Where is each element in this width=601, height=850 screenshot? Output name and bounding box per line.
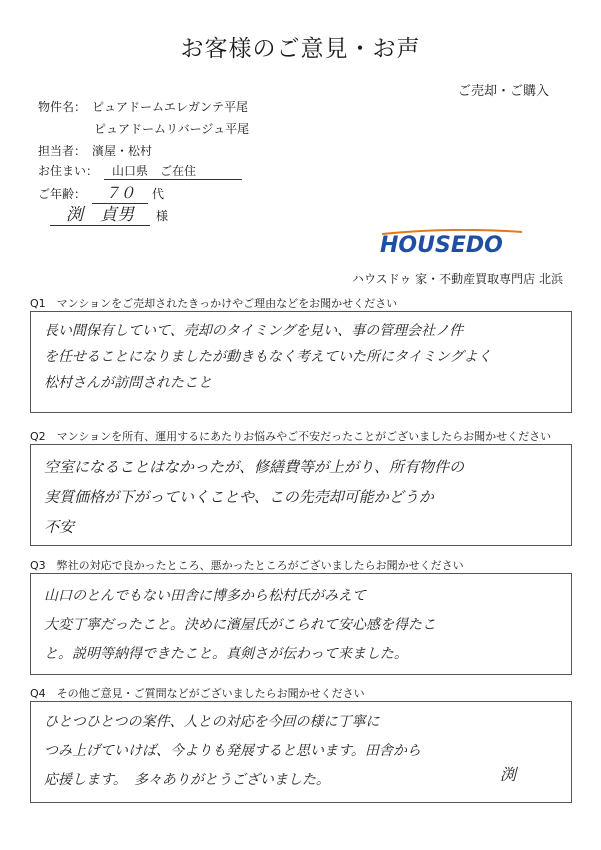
logo-text: HOUSEDO [380, 233, 503, 258]
q1-answer: 長い間保有していて、売却のタイミングを見い、事の管理会社ノ件 を任せることになりましたが動きもなく考えていた所にタイミングよく 松村さんが訪問されたこと [44, 323, 492, 391]
property-label: 物件名： [38, 100, 87, 114]
residence-label: お住まい： [38, 164, 99, 178]
property-row [38, 98, 248, 115]
logo-swoosh-icon [382, 229, 522, 235]
staff-value: 濱屋・松村 [92, 144, 153, 158]
page-subtitle: ご売却・ご購入 [457, 84, 549, 99]
residence-value: 山口県 ご在住 [104, 162, 242, 180]
age-suffix: 代 [152, 187, 165, 201]
q2-label: Q2 マンションを所有、運用するにあたりお悩みやご不安だったことがございましたらお聞かせください [30, 430, 552, 443]
q1-label: Q1 マンションをご売却されたきっかけやご理由などをお聞かせください [30, 297, 398, 310]
q3-label: Q3 弊社の対応で良かったところ、悪かったところがございましたらお聞かせください [30, 559, 464, 572]
age-value: ７０ [92, 182, 148, 204]
name-row [38, 200, 168, 226]
q2-answer: 空室になることはなかったが、修繕費等が上がり、所有物件の 実質価格が下がっていくことや、この先売却可能かどうか 不安 [44, 458, 465, 536]
name-suffix: 様 [156, 209, 169, 223]
q4-label: Q4 その他ご意見・ご質問などがございましたらお聞かせください [30, 687, 365, 700]
staff-label: 担当者： [38, 144, 87, 158]
q4-answer: ひとつひとつの案件、人との対応を今回の様に丁寧に つみ上げていけば、今よりも発展すると思います。田舎から 応援します。 多々ありがとうございました。 [44, 714, 421, 788]
company-name: ハウスドゥ 家・不動産買取専門店 北浜 [352, 272, 563, 286]
age-label: ご年齢： [38, 187, 87, 201]
property-name-2: ピュアドームリバージュ平尾 [94, 122, 250, 136]
signature: 渕 [500, 765, 517, 784]
property-row-2 [88, 120, 249, 137]
page-title: お客様のご意見・お声 [180, 36, 421, 62]
customer-name: 渕 貞男 [50, 200, 150, 226]
staff-row [38, 142, 152, 159]
company-logo [380, 233, 503, 258]
residence-row [38, 162, 242, 180]
property-name-1: ピュアドームエレガンテ平尾 [92, 100, 249, 114]
q3-answer: 山口のとんでもない田舎に博多から松村氏がみえて 大変丁寧だったこと。決めに濱屋氏がこられて安心感を得たこ と。説明等納得できたこと。真剣さが伝わって来ました。 [44, 588, 436, 662]
